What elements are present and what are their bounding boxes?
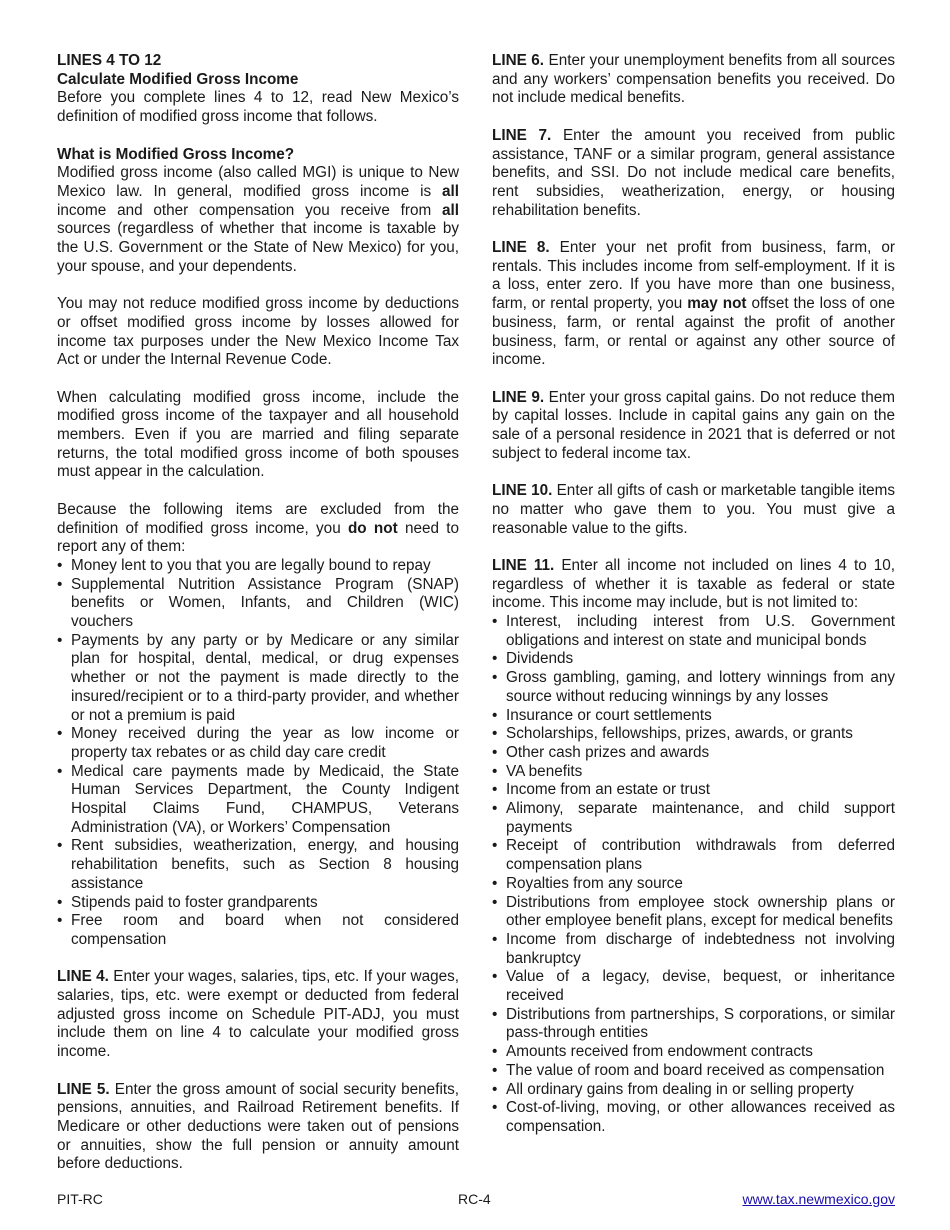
footer-form-id: PIT-RC [57,1191,103,1207]
line-11-paragraph: LINE 11. Enter all income not included on lines 4 to 10, regardless of whether it is taxable as federal or state income. This income may include, but is not limited to: [492,556,895,612]
line-9-paragraph: LINE 9. Enter your gross capital gains. Do not reduce them by capital losses. Include in capital gains any gain on the sale of a personal residence in 2021 that is deferred or not subject to federal income tax. [492,388,895,462]
list-item: • Income from discharge of indebtedness not involving bankruptcy [492,931,895,968]
left-column [57,52,459,1193]
list-item: • VA benefits [492,763,895,782]
line-7-paragraph: LINE 7. Enter the amount you received from public assistance, TANF or a similar program, general assistance benefits, and SSI. Do not include medical care benefits, rent subsidies, weatherization, energy, or housing rehabilitation benefits. [492,126,895,219]
list-item: • The value of room and board received as compensation [492,1062,895,1081]
intro-paragraph: Before you complete lines 4 to 12, read New Mexico’s definition of modified gross income that follows. [57,89,459,126]
list-item: • Insurance or court settlements [492,707,895,726]
line-8-paragraph: LINE 8. Enter your net profit from business, farm, or rentals. This includes income from self-employment. If it is a loss, enter zero. If you have more than one business, farm, or rental property, you may not offset the loss of one business, farm, or rental against the profit of another business, farm, or rental or against any other source of income. [492,239,896,369]
website-link[interactable]: www.tax.newmexico.gov [742,1191,895,1207]
list-item: • Money lent to you that you are legally bound to repay [57,557,459,576]
mgi-paragraph-3: When calculating modified gross income, include the modified gross income of the taxpayer and all household members. Even if you are married and filing separate returns, the total modified gross income of both spouses must appear in the calculation. [57,388,459,481]
footer-website [742,1191,895,1207]
list-item: • Royalties from any source [492,875,895,894]
excluded-items-list [57,557,459,950]
list-item: • All ordinary gains from dealing in or selling property [492,1081,895,1100]
list-item: • Payments by any party or by Medicare or any similar plan for hospital, dental, medical, or drug expenses whether or not the payment is made directly to the insured/recipient or to a third-party provider, and whether or not a premium is paid [57,632,459,726]
section-heading: LINES 4 TO 12 [57,52,162,69]
what-is-mgi-heading: What is Modified Gross Income? [57,145,295,163]
list-item: • Value of a legacy, devise, bequest, or inheritance received [492,968,895,1005]
footer-page-number: RC-4 [458,1191,491,1207]
list-item: • Income from an estate or trust [492,781,895,800]
list-item: • Rent subsidies, weatherization, energy, and housing rehabilitation benefits, such as Section 8 housing assistance [57,837,459,893]
line-10-paragraph: LINE 10. Enter all gifts of cash or marketable tangible items no matter who gave them to you. You must give a reasonable value to the gifts. [492,482,896,537]
list-item: • Distributions from partnerships, S corporations, or similar pass-through entities [492,1006,895,1043]
list-item: • Cost-of-living, moving, or other allowances received as compensation. [492,1099,895,1136]
list-item: • Other cash prizes and awards [492,744,895,763]
list-item: • Free room and board when not considered compensation [57,912,459,949]
list-item: • Amounts received from endowment contracts [492,1043,895,1062]
excluded-intro: Because the following items are excluded from the definition of modified gross income, you do not need to report any of them: [57,500,459,556]
list-item: • Gross gambling, gaming, and lottery winnings from any source without reducing winnings by any losses [492,669,895,706]
list-item: • Distributions from employee stock ownership plans or other employee benefit plans, except for medical benefits [492,894,895,931]
list-item: • Alimony, separate maintenance, and child support payments [492,800,895,837]
mgi-paragraph-1: Modified gross income (also called MGI) is unique to New Mexico law. In general, modified gross income is all income and other compensation you receive from all sources (regardless of whether that income is taxable by the U.S. Government or the State of New Mexico) for you, your spouse, and your dependents. [57,164,459,275]
line-4-paragraph: LINE 4. Enter your wages, salaries, tips, etc. If your wages, salaries, tips, etc. were exempt or deducted from federal adjusted gross income on Schedule PIT-ADJ, you must include them on line 4 to calculate your modified gross income. [57,968,459,1061]
list-item: • Receipt of contribution withdrawals from deferred compensation plans [492,837,895,874]
mgi-paragraph-2: You may not reduce modified gross income by deductions or offset modified gross income by losses allowed for income tax purposes under the New Mexico Income Tax Act or under the Internal Revenue Code. [57,295,459,369]
list-item: • Interest, including interest from U.S. Government obligations and interest on state and municipal bonds [492,613,895,650]
section-subheading: Calculate Modified Gross Income [57,70,299,88]
list-item: • Supplemental Nutrition Assistance Program (SNAP) benefits or Women, Infants, and Children (WIC) vouchers [57,576,459,632]
list-item: • Scholarships, fellowships, prizes, awards, or grants [492,725,895,744]
list-item: • Dividends [492,650,895,669]
right-column [492,52,895,1155]
list-item: • Stipends paid to foster grandparents [57,894,459,913]
line-11-items-list [492,613,895,1137]
line-6-paragraph: LINE 6. Enter your unemployment benefits from all sources and any workers’ compensation benefits you received. Do not include medical benefits. [492,52,895,107]
list-item: • Money received during the year as low income or property tax rebates or as child day care credit [57,725,459,762]
list-item: • Medical care payments made by Medicaid, the State Human Services Department, the County Indigent Hospital Claims Fund, CHAMPUS, Veterans Administration (VA), or Workers’ Compensation [57,763,459,838]
line-5-paragraph: LINE 5. Enter the gross amount of social security benefits, pensions, annuities, and Railroad Retirement benefits. If Medicare or other deductions were taken out of pensions or annuities, show the full pension or annuity amount before deductions. [57,1080,459,1173]
